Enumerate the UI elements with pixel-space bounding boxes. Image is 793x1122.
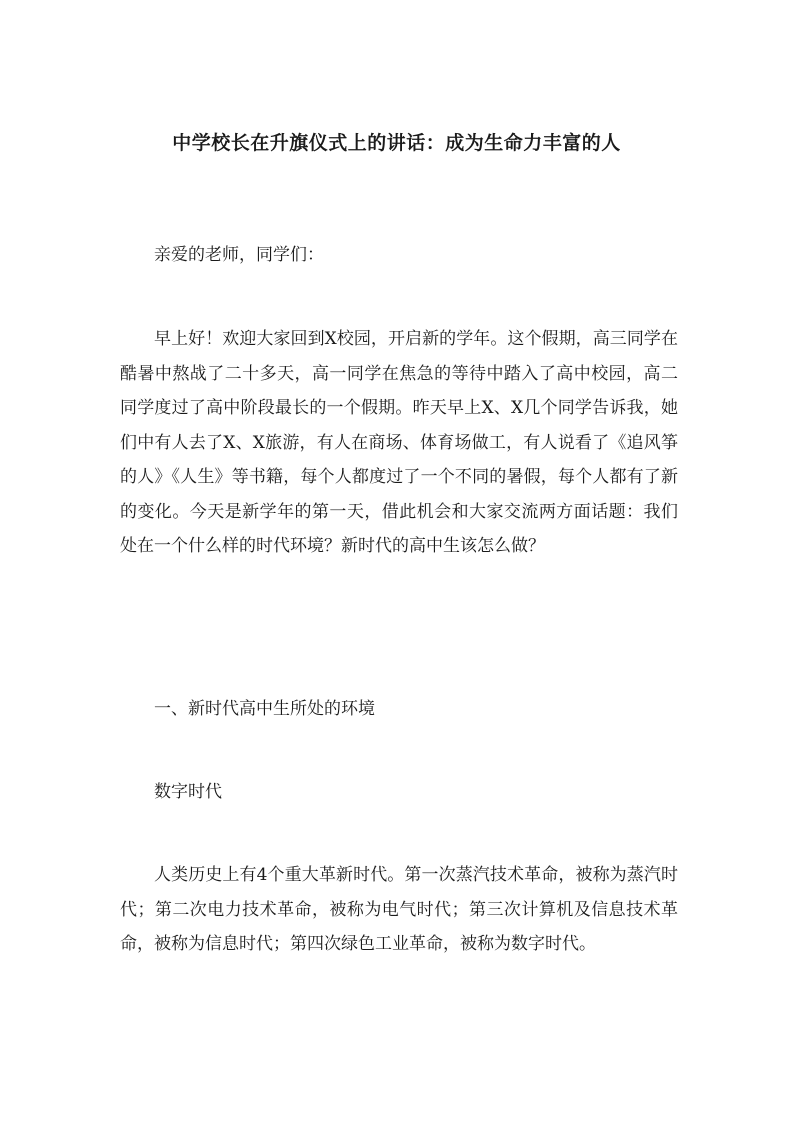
salutation: 亲爱的老师，同学们： — [154, 245, 324, 265]
body-paragraph: 人类历史上有4个重大革新时代。第一次蒸汽技术革命，被称为蒸汽时代；第二次电力技术革命，被称为电气时代；第三次计算机及信息技术革命，被称为信息时代；第四次绿色工业革命，被称为数字时代。 — [120, 865, 678, 954]
section-heading: 一、新时代高中生所处的环境 — [154, 699, 375, 719]
document-title: 中学校长在升旗仪式上的讲话：成为生命力丰富的人 — [172, 132, 621, 154]
opening-paragraph: 早上好！欢迎大家回到X校园，开启新的学年。这个假期，高三同学在酷暑中熬战了二十多天，高一同学在焦急的等待中踏入了高中校园，高二同学度过了高中阶段最长的一个假期。昨天早上X、X几个同学告诉我，她们中有人去了X、X旅游，有人在商场、体育场做工，有人说看了《追风筝的人》《人生》等书籍，每个人都度过了一个不同的暑假，每个人都有了新的变化。今天是新学年的第一天，借此机会和大家交流两方面话题：我们处在一个什么样的时代环境？新时代的高中生该怎么做？ — [120, 329, 678, 556]
subsection-heading: 数字时代 — [154, 782, 222, 802]
